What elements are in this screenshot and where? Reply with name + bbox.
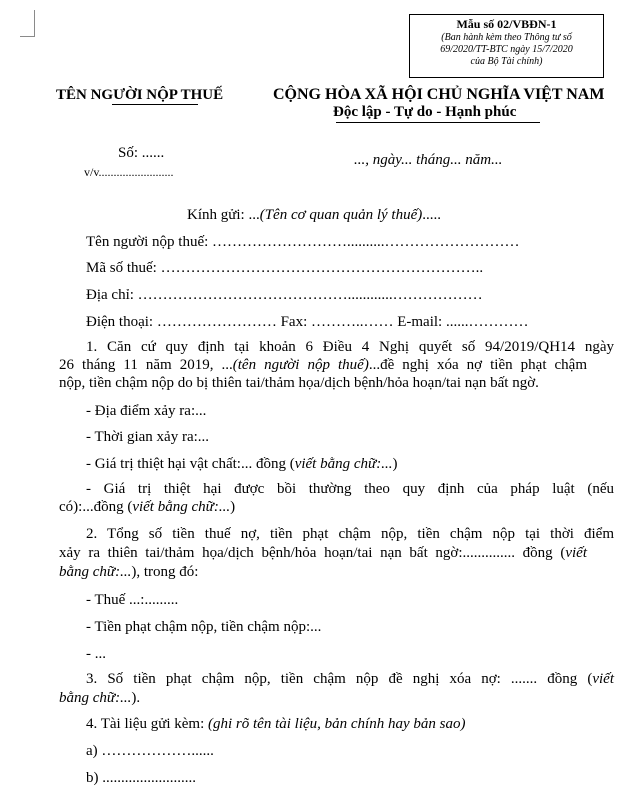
text-run: ) — [392, 456, 398, 472]
attachment-item-b: b) ......................... — [86, 770, 196, 786]
country-name: CỘNG HÒA XÃ HỘI CHỦ NGHĨA VIỆT NAM — [273, 86, 605, 103]
recipient-agency: (Tên cơ quan quản lý thuế) — [259, 207, 423, 223]
attachment-item-a: a) ………………...... — [86, 743, 214, 759]
damage-value — [59, 456, 614, 473]
form-note-line: của Bộ Tài chính) — [470, 56, 543, 67]
contact-field: Điện thoại: …………………… Fax: ………..…… E-mail: ......………… — [86, 314, 529, 330]
compensation-line: - Giá trị thiệt hại được bồi thường theo quy định của pháp luật (nếu — [86, 481, 614, 497]
text-run: bằng chữ:... — [59, 564, 132, 580]
text-run: ) — [230, 499, 236, 515]
address-field: Địa chỉ: ……………………………………............……………… — [86, 287, 483, 303]
text-run: ). — [131, 690, 141, 706]
section-3-line — [59, 690, 587, 707]
tax-code-field: Mã số thuế: ……………………………………………………….. — [86, 260, 484, 276]
text-run: có):...đồng ( — [59, 499, 133, 515]
taxpayer-name-field: Tên người nộp thuế: ………………………..........……………………… — [86, 234, 520, 250]
document-number: Số: ...... — [118, 145, 165, 161]
national-motto: Độc lập - Tự do - Hạnh phúc — [333, 104, 517, 120]
recipient-prefix: Kính gửi: ... — [186, 207, 260, 223]
section-1-line: 1. Căn cứ quy định tại khoản 6 Điều 4 Nghị quyết số 94/2019/QH14 ngày — [86, 339, 614, 355]
text-run: 4. Tài liệu gửi kèm: — [86, 716, 208, 732]
taxpayer-name-heading: TÊN NGƯỜI NỘP THUẾ — [56, 87, 224, 103]
damage-time: - Thời gian xảy ra:... — [86, 429, 210, 445]
damage-location: - Địa điểm xảy ra:... — [86, 403, 207, 419]
text-run: (tên người nộp thuế) — [232, 357, 369, 373]
text-run: 26 tháng 11 năm 2019, ... — [59, 357, 233, 373]
text-run: viết bằng chữ:... — [132, 499, 231, 515]
section-2-line — [59, 545, 587, 562]
recipient-suffix: ..... — [422, 207, 442, 223]
header-divider — [112, 104, 198, 105]
motto-divider — [336, 122, 540, 123]
section-1-line: nộp, tiền chậm nộp do bị thiên tai/thảm họa/dịch bệnh/hỏa hoạn/tai nạn bất ngờ. — [59, 375, 539, 391]
compensation-line — [59, 499, 587, 516]
recipient-line — [0, 207, 628, 224]
text-run: 3. Số tiền phạt chậm nộp, tiền chậm nộp đề nghị xóa nợ: ....... đồng ( — [86, 671, 593, 687]
text-run: ...đề nghị xóa nợ tiền phạt chậm — [368, 357, 587, 373]
section-3-line — [59, 671, 614, 688]
form-note-line: (Ban hành kèm theo Thông tư số — [441, 32, 572, 43]
section-2-line — [59, 564, 587, 581]
text-run: xảy ra thiên tai/thảm họa/dịch bệnh/hỏa hoạn/tai nạn bất ngờ:.............. đồng ( — [59, 545, 566, 561]
form-code: Mẫu số 02/VBĐN-1 — [456, 17, 557, 31]
text-run: ), trong đó: — [131, 564, 199, 580]
text-run: (ghi rõ tên tài liệu, bản chính hay bản sao) — [208, 716, 466, 732]
section-1-line — [59, 357, 587, 374]
form-note-line: 69/2020/TT-BTC ngày 15/7/2020 — [440, 44, 573, 55]
section-4-line — [59, 716, 614, 733]
tax-item: - Thuế ...:......... — [86, 592, 179, 608]
text-run: viết bằng chữ:... — [294, 456, 393, 472]
penalty-item: - Tiền phạt chậm nộp, tiền chậm nộp:... — [86, 619, 322, 635]
text-run: viết — [592, 671, 614, 687]
text-run: viết — [565, 545, 587, 561]
text-run: - Giá trị thiệt hại vật chất:... đồng ( — [86, 456, 295, 472]
text-run: bằng chữ:... — [59, 690, 132, 706]
document-subject: v/v......................... — [84, 165, 174, 179]
page-corner-mark — [20, 10, 35, 37]
form-code-box — [409, 14, 604, 78]
date-line: ..., ngày... tháng... năm... — [354, 152, 503, 168]
section-2-line: 2. Tổng số tiền thuế nợ, tiền phạt chậm nộp, tiền chậm nộp tại thời điểm — [86, 526, 614, 542]
other-item: - ... — [86, 646, 106, 662]
